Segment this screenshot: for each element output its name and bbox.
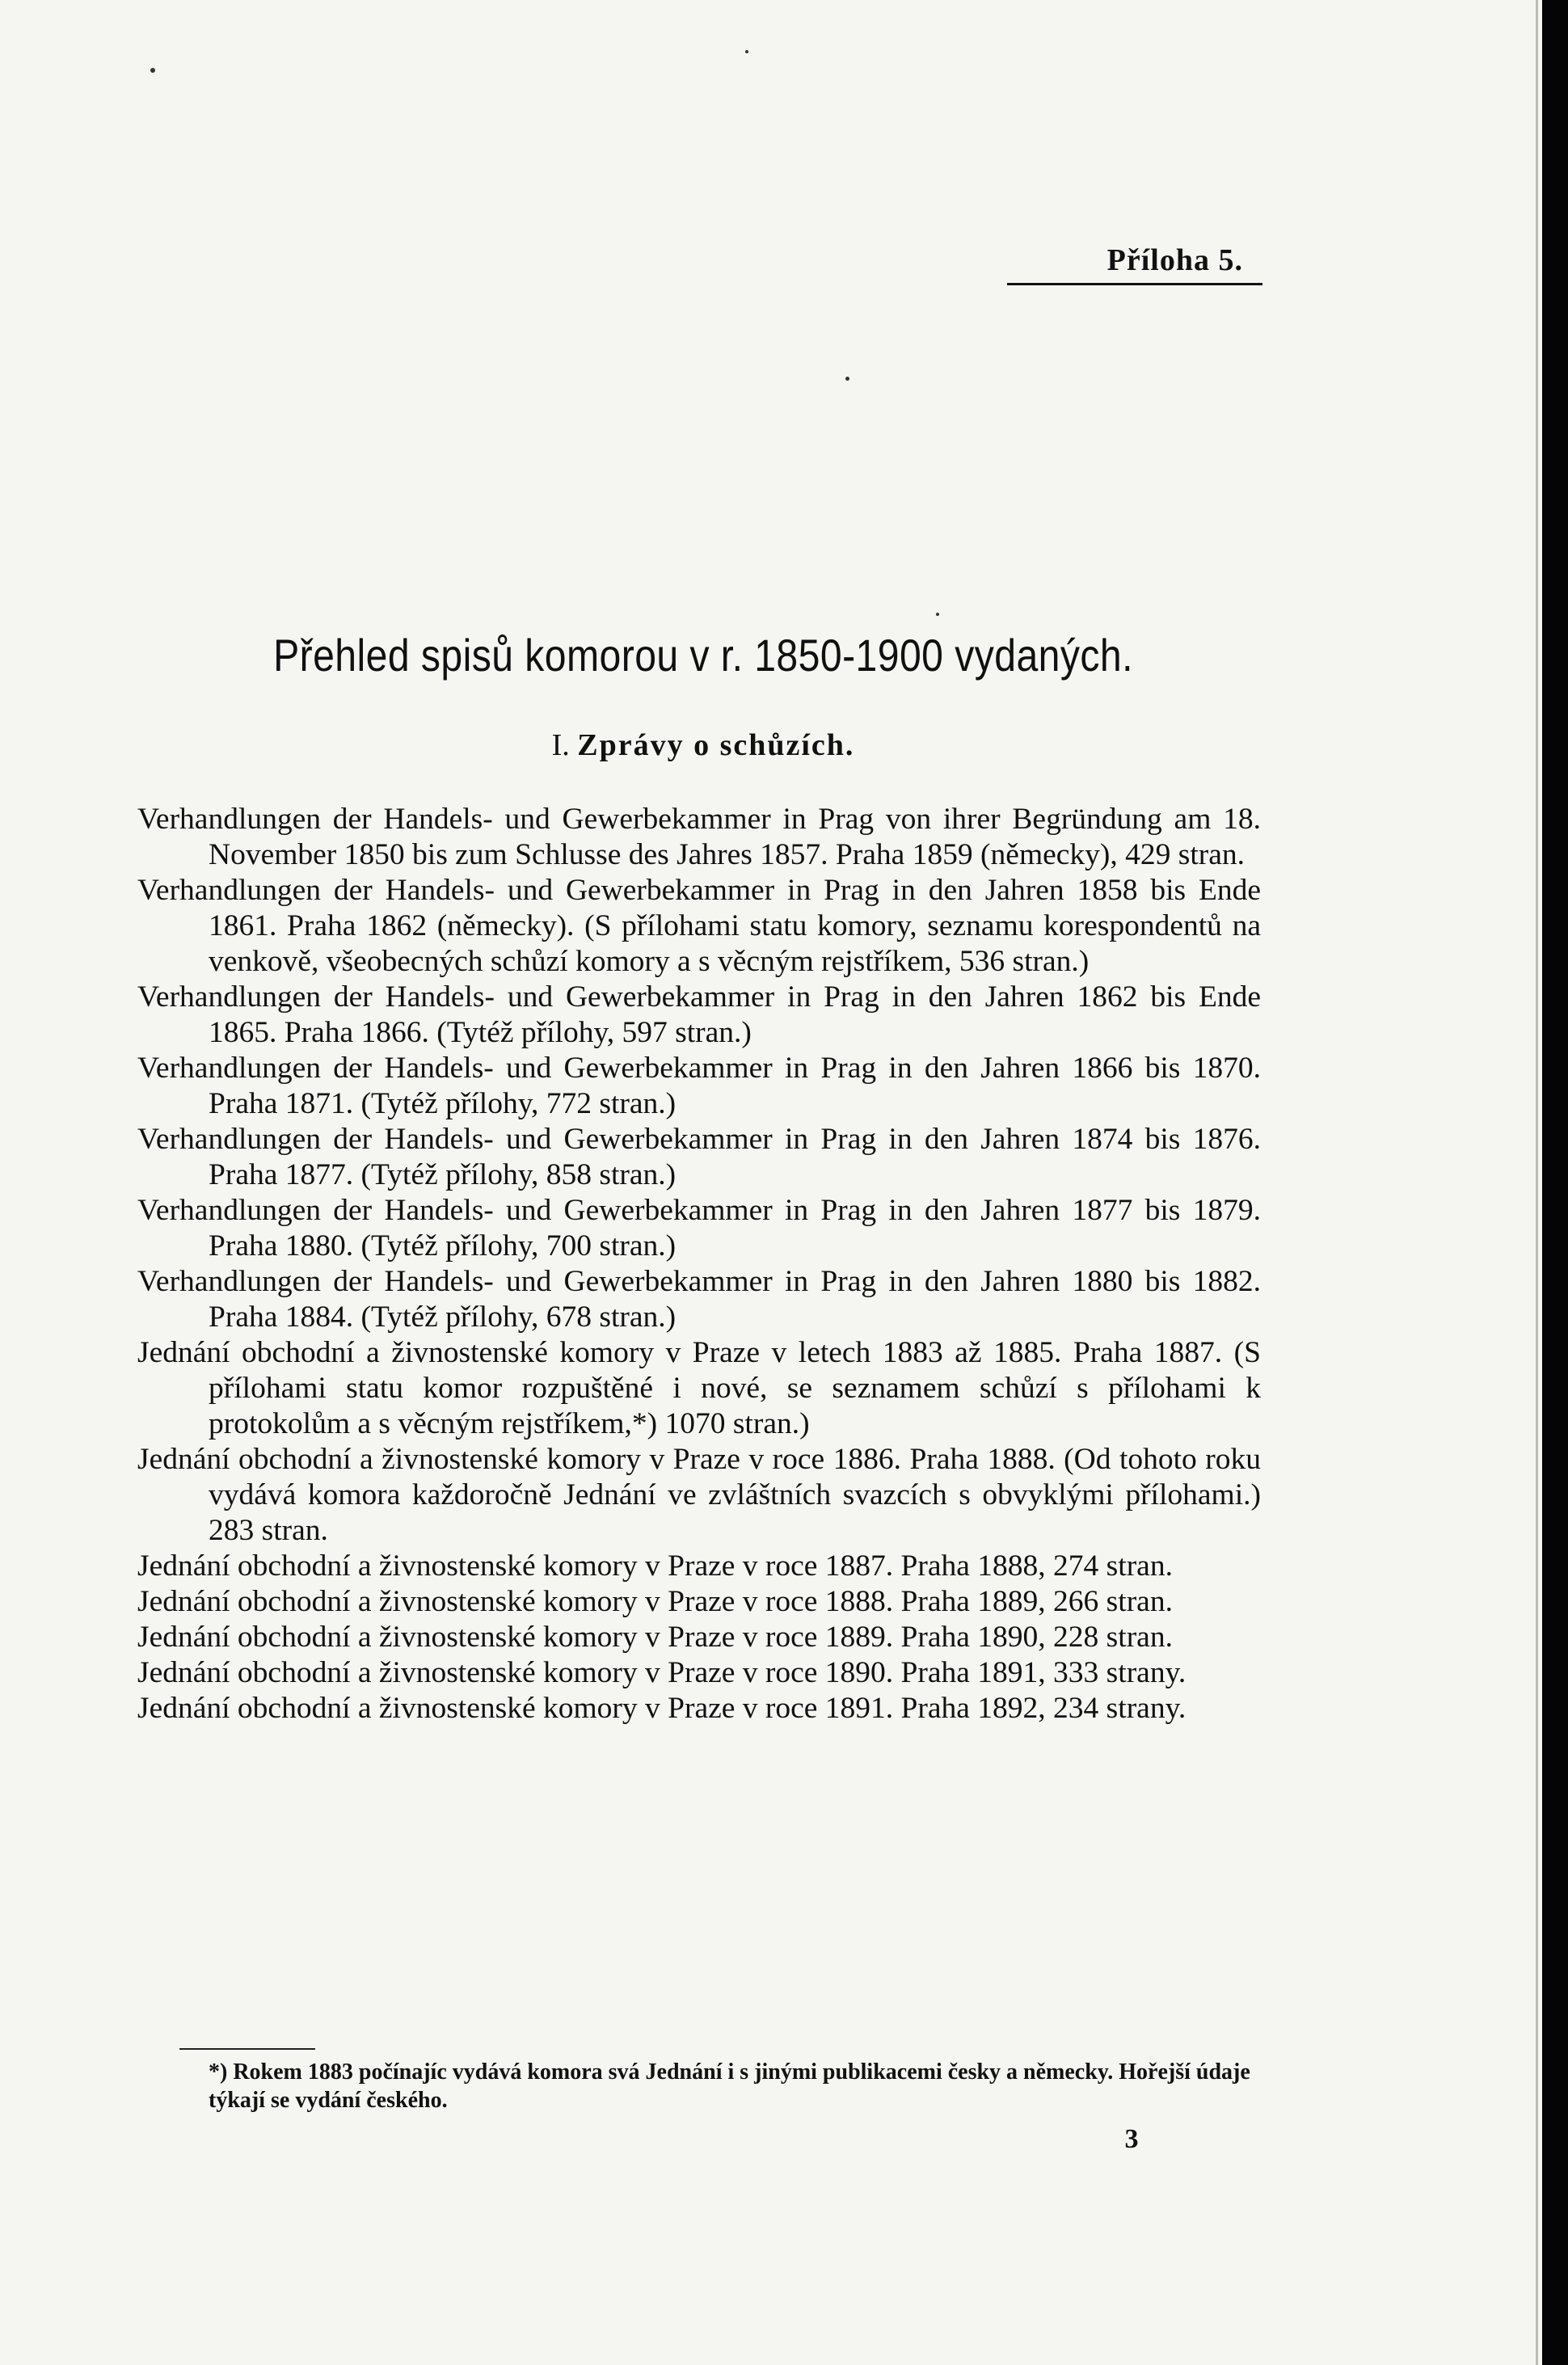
section-heading xyxy=(0,727,1406,763)
list-item: Verhandlungen der Handels- und Gewerbekammer in Prag von ihrer Begründung am 18. November 1850 bis zum Schlusse des Jahres 1857. Praha 1859 (německy), 429 stran. xyxy=(137,803,1261,871)
list-item: Jednání obchodní a živnostenské komory v Praze v roce 1888. Praha 1889, 266 stran. xyxy=(137,1585,1173,1618)
list-item: Jednání obchodní a živnostenské komory v Praze v letech 1883 až 1885. Praha 1887. (S přílohami statu komor rozpuštěné i nové, se seznamem schůzí s přílohami k protokolům a s věcným rejstříkem,*) 1070 stran.) xyxy=(137,1336,1261,1440)
print-speck xyxy=(150,68,155,73)
entry-list xyxy=(137,802,1261,1726)
list-item: Verhandlungen der Handels- und Gewerbekammer in Prag in den Jahren 1877 bis 1879. Praha 1880. (Tytéž přílohy, 700 stran.) xyxy=(137,1194,1261,1263)
right-margin-line xyxy=(1536,0,1538,2365)
list-item: Verhandlungen der Handels- und Gewerbekammer in Prag in den Jahren 1858 bis Ende 1861. Praha 1862 (německy). (S přílohami statu komory, seznamu korespondentů na venkově, všeobecných schůzí komory a s věcným rejstříkem, 536 stran.) xyxy=(137,874,1261,978)
attachment-label xyxy=(1007,242,1262,285)
print-speck xyxy=(936,613,939,616)
list-item: Verhandlungen der Handels- und Gewerbekammer in Prag in den Jahren 1874 bis 1876. Praha 1877. (Tytéž přílohy, 858 stran.) xyxy=(137,1123,1261,1191)
print-speck xyxy=(745,50,748,53)
footnote-text: *) Rokem 1883 počínajíc vydává komora svá Jednání i s jinými publikacemi česky a německy. Hořejší údaje týkají se vydání českého. xyxy=(209,2059,1250,2113)
page-number: 3 xyxy=(1124,2124,1139,2154)
list-item: Jednání obchodní a živnostenské komory v Praze v roce 1886. Praha 1888. (Od tohoto roku vydává komora každoročně Jednání ve zvláštních svazcích s obvyklými přílohami.) 283 stran. xyxy=(137,1443,1261,1547)
attachment-label-text: Příloha 5. xyxy=(1106,243,1243,277)
list-item: Verhandlungen der Handels- und Gewerbekammer in Prag in den Jahren 1880 bis 1882. Praha 1884. (Tytéž přílohy, 678 stran.) xyxy=(137,1265,1261,1334)
page-title: Přehled spisů komorou v r. 1850-1900 vydaných. xyxy=(273,630,1133,681)
scan-border xyxy=(1542,0,1568,2365)
list-item: Jednání obchodní a živnostenské komory v Praze v roce 1889. Praha 1890, 228 stran. xyxy=(137,1621,1173,1654)
list-item: Jednání obchodní a živnostenské komory v Praze v roce 1887. Praha 1888, 274 stran. xyxy=(137,1549,1173,1583)
list-item: Verhandlungen der Handels- und Gewerbekammer in Prag in den Jahren 1862 bis Ende 1865. Praha 1866. (Tytéž přílohy, 597 stran.) xyxy=(137,980,1261,1049)
list-item: Verhandlungen der Handels- und Gewerbekammer in Prag in den Jahren 1866 bis 1870. Praha 1871. (Tytéž přílohy, 772 stran.) xyxy=(137,1052,1261,1120)
footnote xyxy=(137,2058,1261,2114)
print-speck xyxy=(845,377,849,381)
list-item: Jednání obchodní a živnostenské komory v Praze v roce 1890. Praha 1891, 333 strany. xyxy=(137,1656,1187,1689)
section-title: Zprávy o schůzích. xyxy=(577,728,855,762)
footnote-divider xyxy=(179,2048,315,2050)
list-item: Jednání obchodní a živnostenské komory v Praze v roce 1891. Praha 1892, 234 strany. xyxy=(137,1692,1187,1725)
section-numeral: I. xyxy=(551,728,570,762)
